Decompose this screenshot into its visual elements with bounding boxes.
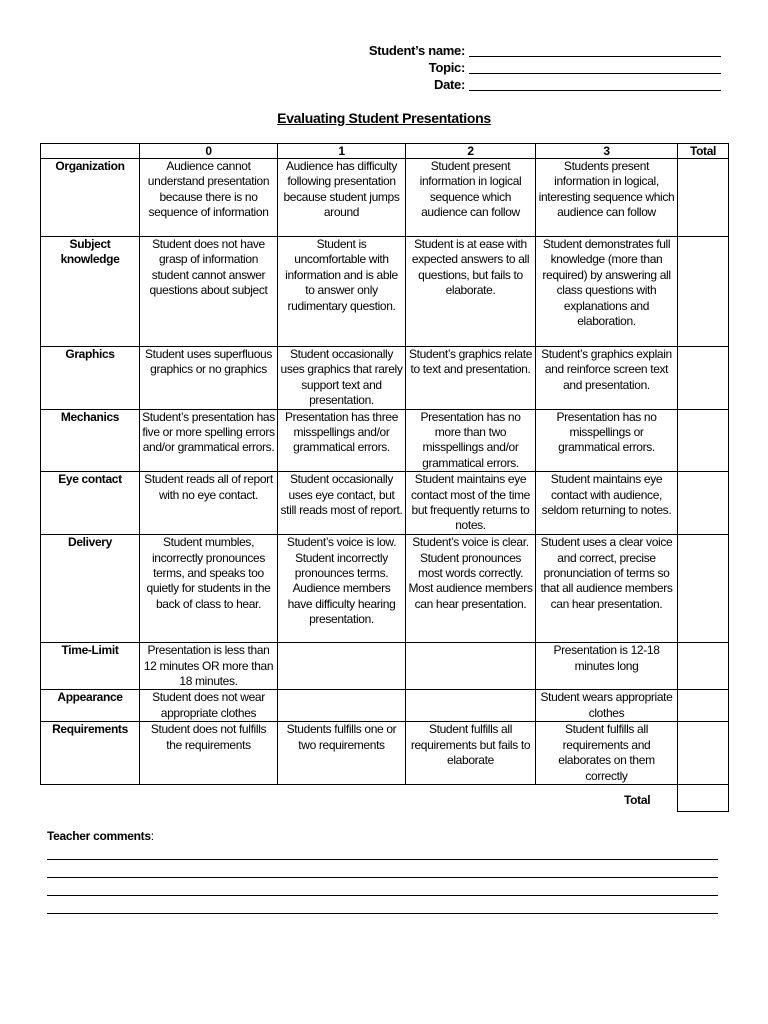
table-cell: Student wears appropriate clothes xyxy=(536,690,678,722)
table-cell: Student maintains eye contact most of the time but frequently returns to notes. xyxy=(406,472,536,535)
table-cell: Students present information in logical, interesting sequence which audience can follow xyxy=(536,159,678,237)
table-row xyxy=(41,690,729,722)
table-cell: Student does not wear appropriate clothes xyxy=(140,690,278,722)
table-cell: Presentation has no misspellings or grammatical errors. xyxy=(536,409,678,472)
table-cell: Presentation has no more than two misspellings and/or grammatical errors. xyxy=(406,409,536,472)
table-cell: Student occasionally uses eye contact, but still reads most of report. xyxy=(278,472,406,535)
topic-line[interactable] xyxy=(469,73,721,74)
table-cell: Audience has difficulty following presentation because student jumps around xyxy=(278,159,406,237)
table-cell: Student does not fulfills the requirements xyxy=(140,722,278,785)
table-row xyxy=(41,159,729,237)
total-cell[interactable] xyxy=(678,722,729,785)
grand-total-label: Total xyxy=(624,793,651,807)
teacher-comments-colon: : xyxy=(150,829,154,843)
topic-field xyxy=(0,60,768,77)
student-name-label: Student’s name: xyxy=(368,43,465,58)
total-cell[interactable] xyxy=(678,643,729,690)
total-cell[interactable] xyxy=(678,347,729,410)
table-row xyxy=(41,347,729,410)
rubric-table xyxy=(40,143,729,785)
column-header-score-2: 2 xyxy=(406,144,536,159)
teacher-comments-heading: Teacher comments xyxy=(47,829,151,843)
total-cell[interactable] xyxy=(678,409,729,472)
column-header-total: Total xyxy=(678,144,729,159)
date-field xyxy=(0,77,768,94)
table-cell: Student’s voice is low. Student incorrectly pronounces terms. Audience members have difficulty hearing presentation. xyxy=(278,535,406,643)
table-row xyxy=(41,237,729,347)
table-cell: Student’s presentation has five or more spelling errors and/or grammatical errors. xyxy=(140,409,278,472)
table-cell: Student reads all of report with no eye contact. xyxy=(140,472,278,535)
total-cell[interactable] xyxy=(678,535,729,643)
row-label: Appearance xyxy=(41,690,140,722)
table-cell: Student uses a clear voice and correct, precise pronunciation of terms so that all audience members can hear presentation. xyxy=(536,535,678,643)
row-label: Mechanics xyxy=(41,409,140,472)
table-cell: Student mumbles, incorrectly pronounces terms, and speaks too quietly for students in the back of class to hear. xyxy=(140,535,278,643)
table-cell: Student’s voice is clear. Student pronounces most words correctly. Most audience members can hear presentation. xyxy=(406,535,536,643)
table-row xyxy=(41,409,729,472)
column-header-empty xyxy=(41,144,140,159)
table-cell: Student’s graphics explain and reinforce screen text and presentation. xyxy=(536,347,678,410)
row-label: Eye contact xyxy=(41,472,140,535)
table-cell: Student’s graphics relate to text and presentation. xyxy=(406,347,536,410)
table-cell xyxy=(406,643,536,690)
comment-line[interactable] xyxy=(47,895,718,896)
table-cell: Student demonstrates full knowledge (more than required) by answering all class questions with explanations and elaboration. xyxy=(536,237,678,347)
table-row xyxy=(41,722,729,785)
table-cell: Audience cannot understand presentation because there is no sequence of information xyxy=(140,159,278,237)
row-label: Graphics xyxy=(41,347,140,410)
table-row xyxy=(41,643,729,690)
table-cell xyxy=(278,690,406,722)
date-label: Date: xyxy=(433,77,465,92)
table-cell: Student fulfills all requirements but fails to elaborate xyxy=(406,722,536,785)
table-row xyxy=(41,472,729,535)
row-label: Subject knowledge xyxy=(41,237,140,347)
comment-line[interactable] xyxy=(47,859,718,860)
table-cell: Student maintains eye contact with audience, seldom returning to notes. xyxy=(536,472,678,535)
total-cell[interactable] xyxy=(678,237,729,347)
row-label: Organization xyxy=(41,159,140,237)
column-header-score-0: 0 xyxy=(140,144,278,159)
row-label: Delivery xyxy=(41,535,140,643)
student-name-line[interactable] xyxy=(469,56,721,57)
row-label: Requirements xyxy=(41,722,140,785)
column-header-score-3: 3 xyxy=(536,144,678,159)
date-line[interactable] xyxy=(469,90,721,91)
student-name-field xyxy=(0,43,768,60)
table-cell: Student is at ease with expected answers to all questions, but fails to elaborate. xyxy=(406,237,536,347)
table-cell: Student present information in logical sequence which audience can follow xyxy=(406,159,536,237)
row-label: Time-Limit xyxy=(41,643,140,690)
column-header-score-1: 1 xyxy=(278,144,406,159)
grand-total-box[interactable] xyxy=(677,784,729,812)
table-cell: Presentation has three misspellings and/or grammatical errors. xyxy=(278,409,406,472)
topic-label: Topic: xyxy=(428,60,465,75)
page-title: Evaluating Student Presentations xyxy=(277,110,491,126)
table-cell: Student is uncomfortable with information and is able to answer only rudimentary question. xyxy=(278,237,406,347)
table-cell: Students fulfills one or two requirements xyxy=(278,722,406,785)
table-row xyxy=(41,535,729,643)
table-cell: Student fulfills all requirements and elaborates on them correctly xyxy=(536,722,678,785)
total-cell[interactable] xyxy=(678,472,729,535)
table-cell: Student does not have grasp of information student cannot answer questions about subject xyxy=(140,237,278,347)
table-cell: Presentation is 12-18 minutes long xyxy=(536,643,678,690)
table-cell xyxy=(278,643,406,690)
total-cell[interactable] xyxy=(678,159,729,237)
table-cell: Student occasionally uses graphics that rarely support text and presentation. xyxy=(278,347,406,410)
table-cell: Student uses superfluous graphics or no graphics xyxy=(140,347,278,410)
header-row xyxy=(41,144,729,159)
table-cell: Presentation is less than 12 minutes OR more than 18 minutes. xyxy=(140,643,278,690)
total-cell[interactable] xyxy=(678,690,729,722)
teacher-comments-label xyxy=(47,829,154,843)
comment-line[interactable] xyxy=(47,913,718,914)
comment-line[interactable] xyxy=(47,877,718,878)
table-cell xyxy=(406,690,536,722)
